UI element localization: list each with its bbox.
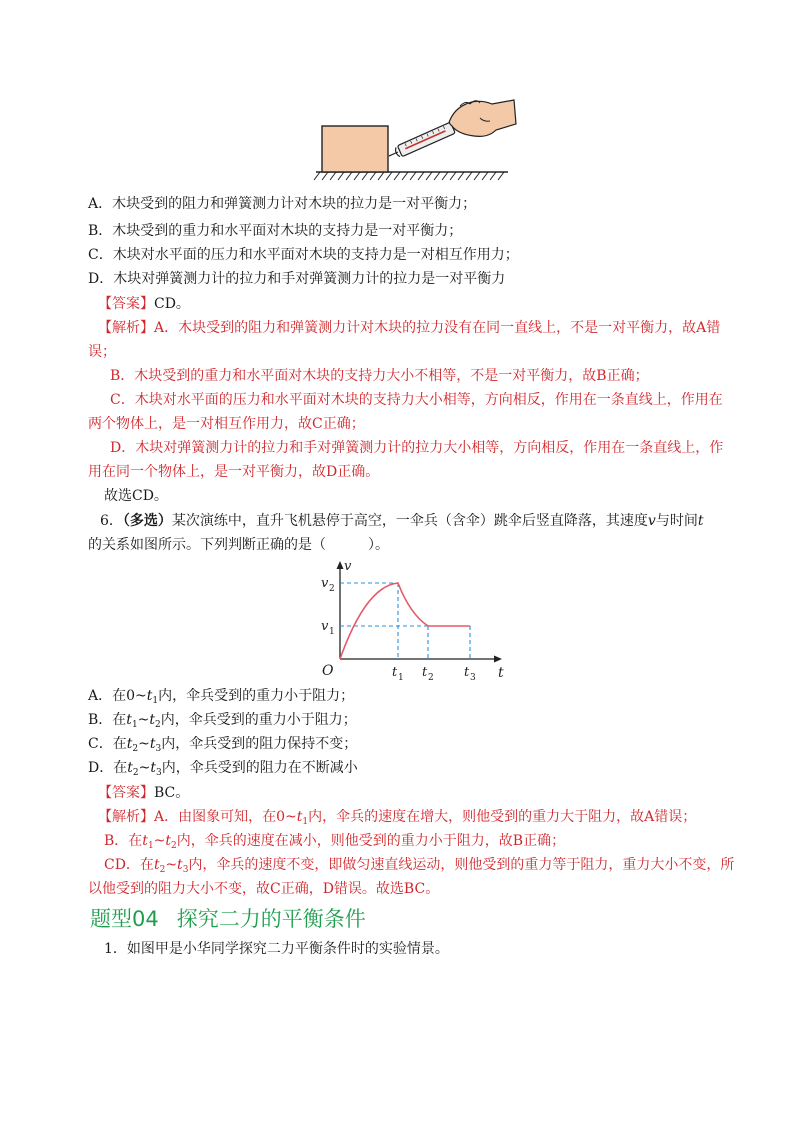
velocity-curve [340,583,470,659]
spring-scale [386,122,455,161]
t1-label [392,665,404,683]
t3-label [464,665,476,683]
q5-option-a: A．木块受到的阻力和弹簧测力计对木块的拉力是一对平衡力； [88,196,477,212]
dashed-guides [340,583,470,659]
t2-label [422,665,434,683]
q5-conclusion: 故选CD。 [104,488,168,504]
q6-stem-line-1: 6．（多选）某次演练中，直升飞机悬停于高空，一伞兵（含伞）跳伞后竖直降落，其速度v与时间t [100,513,704,529]
block-spring-scale-figure [310,92,520,184]
q5-analysis-line-5: 两个物体上，是一对相互作用力，故C正确； [88,416,365,432]
v1-label [321,619,335,637]
answer-value: BC。 [154,785,190,801]
svg-text:t: t [392,665,398,680]
ground-surface [314,172,508,180]
q5-analysis-line-2: 误； [88,344,116,360]
svg-text:v: v [321,576,329,591]
q6-option-d: D．在$t_2\sim t_3$内，伞兵受到的阻力在不断减小 [88,760,358,778]
svg-text:t: t [464,665,470,680]
analysis-tag: 【解析】 [98,320,154,336]
hand-illustration [449,100,516,136]
q5-option-c: C．木块对水平面的压力和水平面对木块的支持力是一对相互作用力； [88,247,519,263]
q5-answer [98,295,738,313]
svg-text:2: 2 [428,673,434,683]
q6-option-c: C．在$t_2\sim t_3$内，伞兵受到的阻力保持不变； [88,736,358,754]
svg-text:v: v [321,619,329,634]
multi-select-tag: （多选） [122,513,172,529]
svg-text:3: 3 [470,673,476,683]
q6-option-b: B．在$t_1\sim t_2$内，伞兵受到的重力小于阻力； [88,712,357,730]
q5-analysis-line-4: C．木块对水平面的压力和水平面对木块的支持力大小相等，方向相反，作用在一条直线上，作用在 [110,392,723,408]
axis-v-label: v [344,559,352,574]
q6-analysis-line-4: 以他受到的阻力大小不变，故C正确，D错误。故选BC。 [88,881,440,897]
v-axis-arrow [337,561,344,569]
analysis-tag: 【解析】 [98,809,154,825]
q5-option-d: D．木块对弹簧测力计的拉力和手对弹簧测力计的拉力是一对平衡力 [88,271,506,287]
svg-text:1: 1 [398,673,404,683]
velocity-time-graph [318,556,508,684]
q6-answer [98,784,738,802]
wooden-block [322,126,388,172]
q6-analysis-line-2: B．在$t_1\sim t_2$内，伞兵的速度在减小，则他受到的重力小于阻力，故B正确； [104,833,566,851]
answer-tag: 【答案】 [98,785,154,801]
q5-analysis-line-3: B．木块受到的重力和水平面对木块的支持力大小不相等，不是一对平衡力，故B正确； [110,368,649,384]
origin-label: O [322,663,334,679]
section-heading: 题型04 探究二力的平衡条件 [90,907,366,931]
q6-stem-line-2: 的关系如图所示。下列判断正确的是（ ）。 [88,537,389,553]
v2-label [321,576,335,594]
q6-analysis-line-3: CD．在$t_2\sim t_3$内，伞兵的速度不变，即做匀速直线运动，则他受到的重力等于阻力，重力大小不变，所 [104,857,735,875]
axis-t-label: t [498,665,504,681]
q7-stem: 1．如图甲是小华同学探究二力平衡条件时的实验情景。 [104,941,449,957]
svg-text:t: t [422,665,428,680]
q5-analysis-line-7: 用在同一个物体上，是一对平衡力，故D正确。 [88,464,380,480]
q6-option-a: A．在$0\sim t_1$内，伞兵受到的重力小于阻力； [88,688,355,706]
svg-text:2: 2 [329,584,335,594]
t-axis-arrow [494,656,502,663]
q6-analysis-line-1: 【解析】A．由图象可知，在$0\sim t_1$内，伞兵的速度在增大，则他受到的重力大于阻力，故A错误； [98,809,697,827]
q5-option-b: B．木块受到的重力和水平面对木块的支持力是一对平衡力； [88,223,463,239]
q5-analysis-line-1: 【解析】A．木块受到的阻力和弹簧测力计对木块的拉力没有在同一直线上，不是一对平衡力，故A错 [98,320,721,336]
q5-analysis-line-6: D．木块对弹簧测力计的拉力和手对弹簧测力计的拉力大小相等，方向相反，作用在一条直线上，作 [110,440,724,456]
answer-value: CD。 [154,296,190,312]
answer-tag: 【答案】 [98,296,154,312]
svg-text:1: 1 [329,627,335,637]
